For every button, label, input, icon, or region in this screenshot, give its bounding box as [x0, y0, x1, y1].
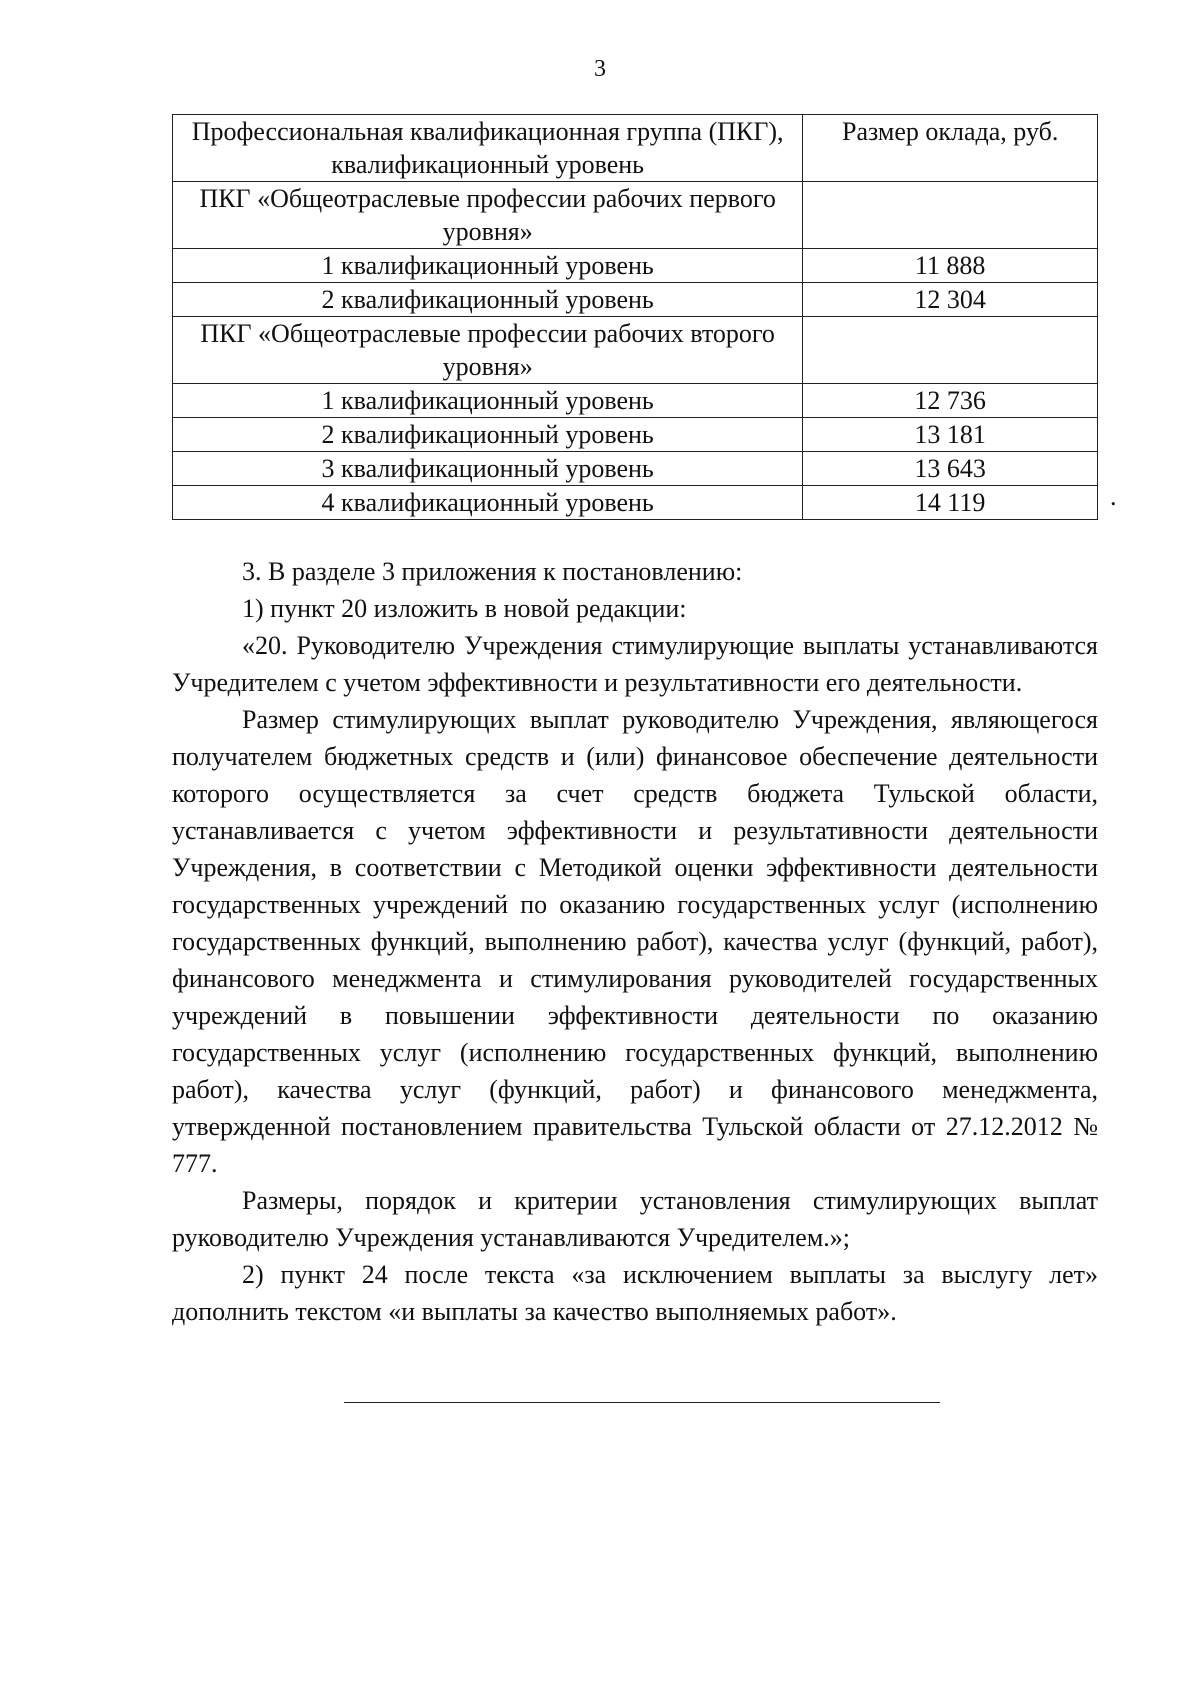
table-row	[173, 317, 1098, 384]
document-body	[172, 553, 1098, 1330]
table-end-mark: .	[1110, 482, 1117, 511]
paragraph-section-3: 3. В разделе 3 приложения к постановлению:	[242, 557, 743, 586]
table-row	[173, 452, 1098, 486]
table-header-row	[173, 115, 1098, 182]
salary-table	[172, 114, 1098, 520]
page-number: 3	[594, 56, 606, 82]
paragraph-incentive-criteria: Размеры, порядок и критерии установления стимулирующих выплат руководителю Учреждения устанавливаются Учредителем.»;	[172, 1186, 1098, 1252]
row-label: 3 квалификационный уровень	[173, 452, 803, 486]
row-label: 1 квалификационный уровень	[173, 384, 803, 418]
paragraph-item-2: 2) пункт 24 после текста «за исключением выплаты за выслугу лет» дополнить текстом «и выплаты за качество выполняемых работ».	[172, 1260, 1098, 1326]
row-label: 2 квалификационный уровень	[173, 418, 803, 452]
header-salary: Размер оклада, руб.	[803, 115, 1098, 182]
table-row	[173, 249, 1098, 283]
paragraph-point-20: «20. Руководителю Учреждения стимулирующие выплаты устанавливаются Учредителем с учетом эффективности и результативности его деятельности.	[172, 631, 1098, 697]
row-value: 13 643	[803, 452, 1098, 486]
row-value: 13 181	[803, 418, 1098, 452]
row-value: 12 736	[803, 384, 1098, 418]
row-value	[803, 182, 1098, 249]
row-value: 12 304	[803, 283, 1098, 317]
row-label: 1 квалификационный уровень	[173, 249, 803, 283]
table-row	[173, 182, 1098, 249]
table-row	[173, 418, 1098, 452]
paragraph-item-1: 1) пункт 20 изложить в новой редакции:	[242, 594, 687, 623]
row-value: 14 119	[803, 486, 1098, 520]
row-label: 2 квалификационный уровень	[173, 283, 803, 317]
row-label: 4 квалификационный уровень	[173, 486, 803, 520]
header-group-level: Профессиональная квалификационная группа (ПКГ), квалификационный уровень	[173, 115, 803, 182]
closing-rule	[344, 1402, 940, 1403]
paragraph-incentive-size: Размер стимулирующих выплат руководителю Учреждения, являющегося получателем бюджетных средств и (или) финансовое обеспечение деятельности которого осуществляется за счет средств бюджета Тульской области, устанавливается с учетом эффективности и результативности деятельности Учреждения, в соответствии с Методикой оценки эффективности деятельности государственных учреждений по оказанию государственных услуг (исполнению государственных функций, выполнению работ), качества услуг (функций, работ), финансового менеджмента и стимулирования руководителей государственных учреждений в повышении эффективности деятельности по оказанию государственных услуг (исполнению государственных функций, выполнению работ), качества услуг (функций, работ) и финансового менеджмента, утвержденной постановлением правительства Тульской области от 27.12.2012 № 777.	[172, 705, 1098, 1178]
row-value	[803, 317, 1098, 384]
row-value: 11 888	[803, 249, 1098, 283]
table-row	[173, 486, 1098, 520]
table-row	[173, 384, 1098, 418]
row-label: ПКГ «Общеотраслевые профессии рабочих второго уровня»	[173, 317, 803, 384]
row-label: ПКГ «Общеотраслевые профессии рабочих первого уровня»	[173, 182, 803, 249]
table-row	[173, 283, 1098, 317]
